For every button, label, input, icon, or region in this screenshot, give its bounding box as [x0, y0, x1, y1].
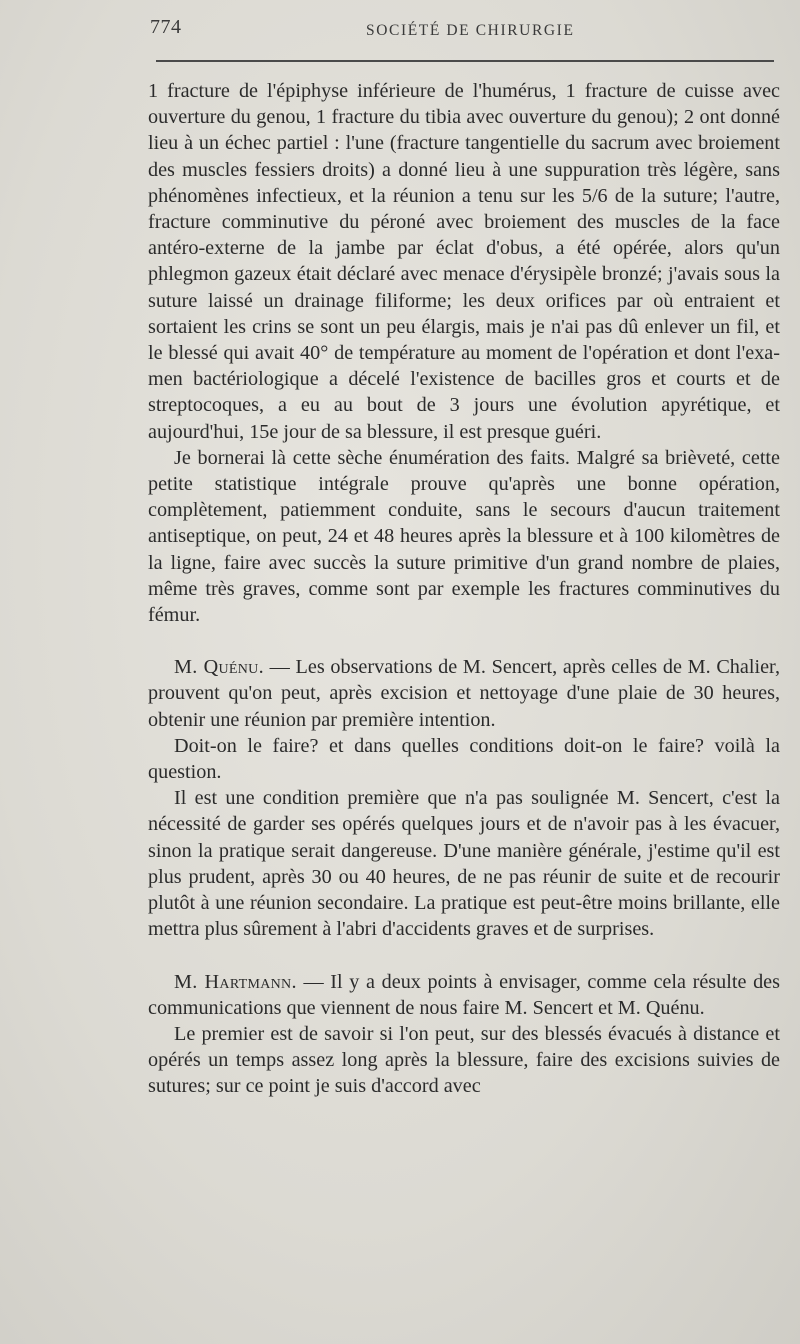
paragraph-question: Doit-on le faire? et dans quelles conditions doit-on le faire? voilà la question. [148, 734, 780, 784]
speaker-name: M. Hartmann. [174, 970, 297, 993]
paragraph-fracture-results: 1 fracture de l'épiphyse inférieure de l'humérus, 1 fracture de cuisse avec ouverture du genou, 1 fracture du tibia avec ouverture du genou); 2 ont donné lieu à un échec partiel : l'une (fracture tangentielle du sacrum avec broiement des muscles fessiers droits) a donné lieu à une suppuration très légère, sans phénomènes infectieux, et la réunion a tenu sur les 5/6 de la suture; l'autre, fracture comminutive du péroné avec broiement des muscles de la face antéro-externe de la jambe par éclat d'obus, a été opérée, alors qu'un phlegmon gazeux était déclaré avec menace d'érysipèle bronzé; j'avais sous la suture laissé un drainage filiforme; les deux orifices par où entraient et sortaient les crins se sont un peu élargis, mais je n'ai pas dû enlever un fil, et le blessé qui avait 40° de température au moment de l'opération et dont l'examen bactériologique a décelé l'existence de bacilles gros et courts et de streptocoques, a eu au bout de 3 jours une évolution apyrétique, et aujourd'hui, 15e jour de sa blessure, il est presque guéri. [148, 80, 780, 443]
page-number: 774 [150, 16, 182, 38]
body-text [148, 78, 780, 1100]
paragraph-first-point: Le premier est de savoir si l'on peut, sur des blessés évacués à distance et opérés un temps assez long après la blessure, faire des excisions suivies de sutures; sur ce point je suis d'accord avec [148, 1022, 780, 1098]
running-title: SOCIÉTÉ DE CHIRURGIE [366, 22, 575, 39]
paragraph-quenu-remarks [148, 654, 780, 733]
paragraph-text: — Les observations de M. Sencert, après celles de M. Chalier, prouvent qu'on peut, après excision et nettoyage d'une plaie de 30 heures, obtenir une réunion par première intention. [148, 656, 780, 731]
paragraph-condition: Il est une condition première que n'a pas soulignée M. Sencert, c'est la nécessité de garder ses opérés quelques jours et de n'avoir pas à les évacuer, sinon la pratique serait dangereuse. D'une manière générale, j'estime qu'il est plus prudent, après 30 ou 40 heures, de ne pas réunir de suite et de recourir plutôt à une réunion secondaire. La pratique est peut-être moins brillante, elle mettra plus sûrement à l'abri d'accidents graves et de surprises. [148, 787, 780, 941]
header-rule [156, 60, 774, 62]
running-head [0, 14, 800, 46]
paragraph-hartmann-remarks [148, 969, 780, 1021]
paragraph-text: — Il y a deux points à envisager, comme cela résulte des communications que viennent de nous faire M. Sencert et M. Quénu. [148, 970, 780, 1019]
speaker-name: M. Quénu. [174, 656, 264, 679]
paragraph-conclusion: Je bornerai là cette sèche énumération des faits. Malgré sa brièveté, cette petite statistique intégrale prouve qu'après une bonne opération, complètement, patiemment conduite, sans le secours d'aucun traitement antiseptique, on peut, 24 et 48 heures après la blessure et à 100 kilomètres de la ligne, faire avec succès la suture primitive d'un grand nombre de plaies, même très graves, comme sont par exemple les fractures comminutives du fémur. [148, 446, 780, 627]
